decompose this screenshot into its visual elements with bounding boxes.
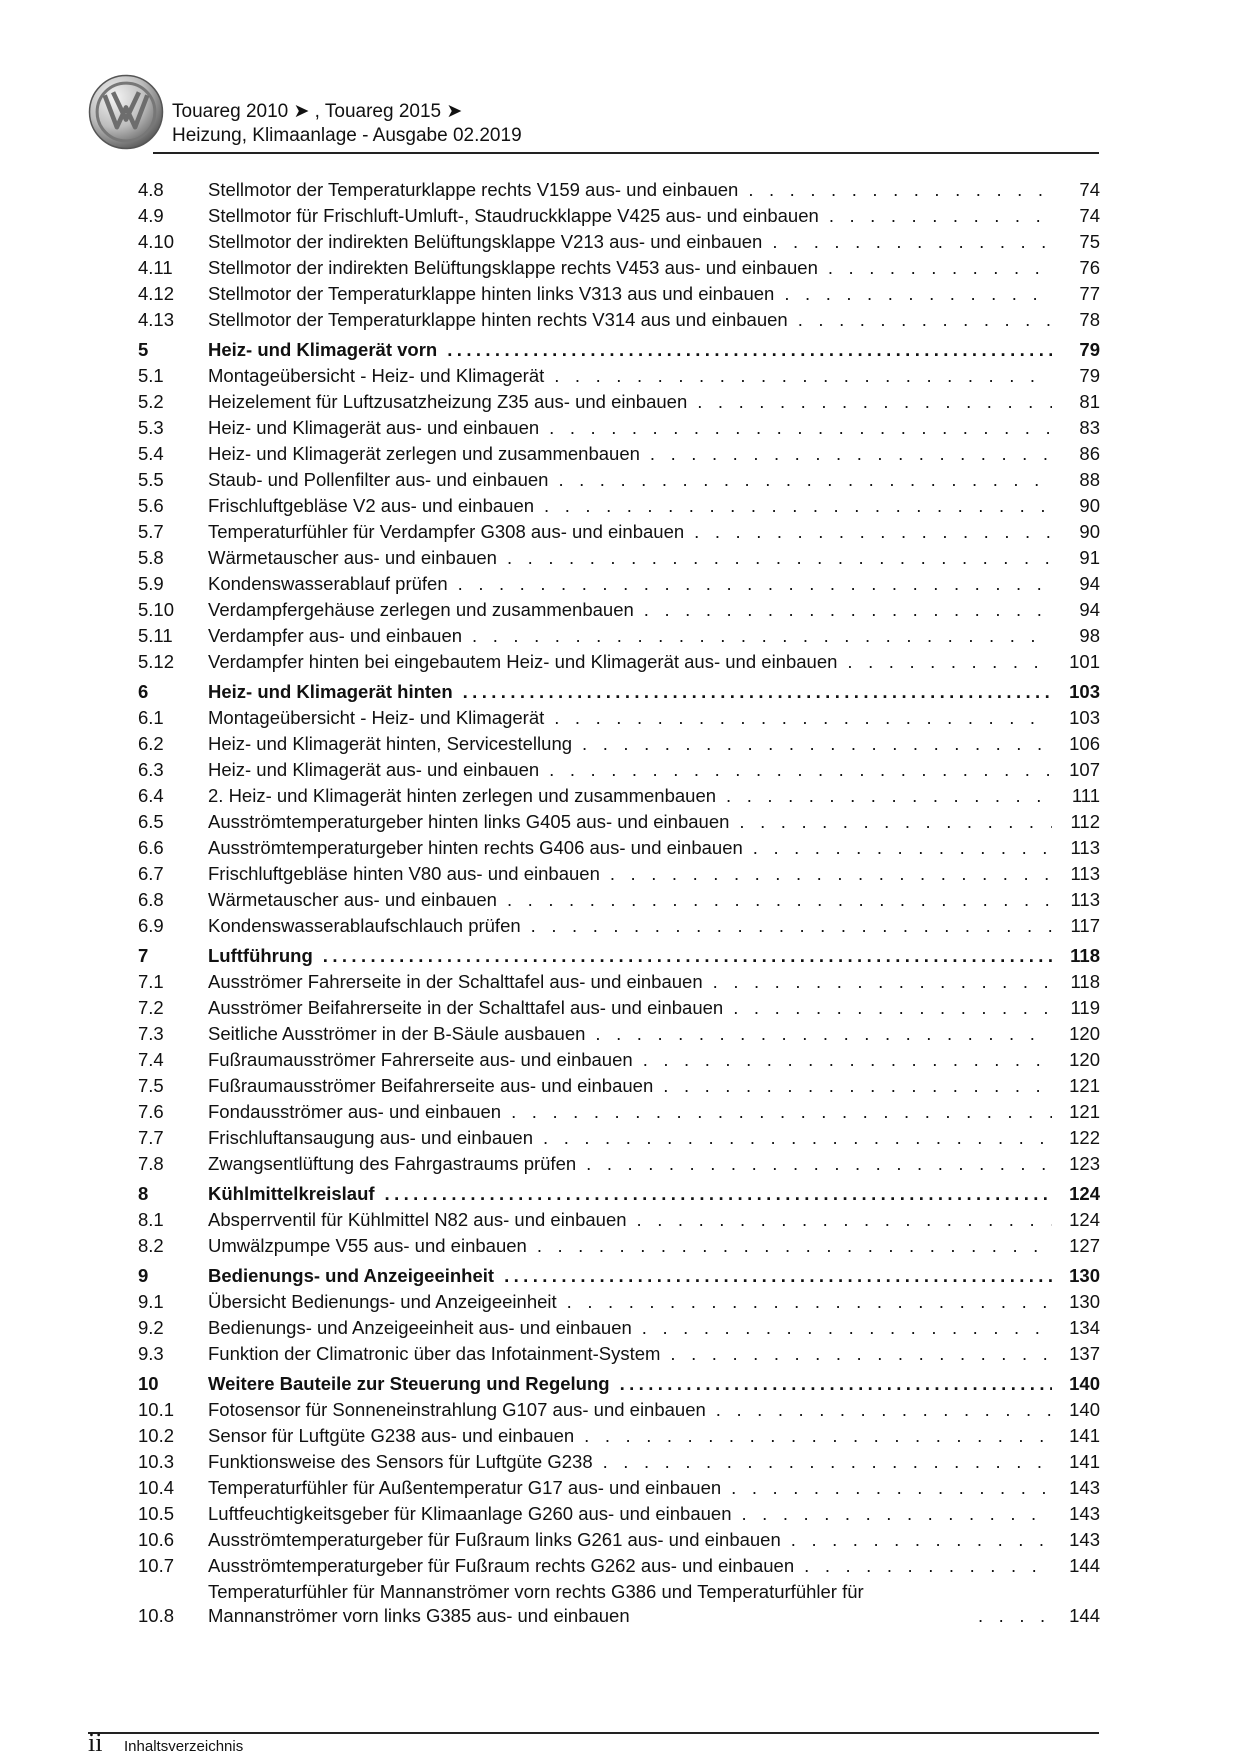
toc-entry-row[interactable] <box>138 1448 1100 1474</box>
toc-entry-number: 5.11 <box>138 625 173 646</box>
toc-entry-number: 7.1 <box>138 971 164 992</box>
toc-dot-leader <box>554 706 1052 730</box>
toc-entry-number: 9 <box>138 1265 149 1286</box>
toc-entry-number: 4.13 <box>138 309 175 330</box>
toc-dot-leader <box>643 1048 1052 1072</box>
toc-entry-title: Heiz- und Klimagerät zerlegen und zusammenbauen <box>208 443 640 464</box>
toc-entry-title: Funktionsweise des Sensors für Luftgüte G238 <box>208 1451 593 1472</box>
toc-entry-page: 76 <box>1079 257 1100 278</box>
toc-entry-title: Verdampfer hinten bei eingebautem Heiz- und Klimagerät aus- und einbauen <box>208 651 838 672</box>
toc-entry-row[interactable] <box>138 596 1100 622</box>
toc-entry-title: Sensor für Luftgüte G238 aus- und einbauen <box>208 1425 575 1446</box>
toc-entry-number: 6.6 <box>138 837 164 858</box>
toc-entry-title: Heiz- und Klimagerät hinten <box>208 681 453 702</box>
toc-entry-page: 141 <box>1069 1425 1100 1446</box>
toc-entry-title: Heiz- und Klimagerät hinten, Servicestellung <box>208 733 573 754</box>
toc-entry-number: 5.8 <box>138 547 164 568</box>
toc-entry-row[interactable] <box>138 518 1100 544</box>
toc-entry-row[interactable] <box>138 1314 1100 1340</box>
toc-entry-title: 2. Heiz- und Klimagerät hinten zerlegen und zusammenbauen <box>208 785 717 806</box>
toc-entry-page: 74 <box>1079 205 1100 226</box>
toc-entry-title: Ausströmtemperaturgeber hinten rechts G406 aus- und einbauen <box>208 837 743 858</box>
toc-entry-page: 143 <box>1069 1503 1100 1524</box>
toc-entry-page: 124 <box>1069 1183 1100 1204</box>
toc-entry-title: Frischluftgebläse hinten V80 aus- und einbauen <box>208 863 600 884</box>
toc-entry-page: 143 <box>1069 1477 1100 1498</box>
toc-entry-page: 94 <box>1079 599 1100 620</box>
toc-entry-page: 74 <box>1079 179 1100 200</box>
toc-dot-leader <box>739 810 1052 834</box>
toc-entry-number: 5.12 <box>138 651 175 672</box>
toc-entry-row[interactable] <box>138 254 1100 280</box>
toc-entry-row[interactable] <box>138 492 1100 518</box>
toc-entry-number: 5.5 <box>138 469 164 490</box>
toc-entry-row[interactable] <box>138 1396 1100 1422</box>
toc-entry-number: 4.11 <box>138 257 173 278</box>
toc-dot-leader <box>543 1126 1052 1150</box>
toc-entry-number: 6.9 <box>138 915 164 936</box>
toc-dot-leader <box>748 178 1052 202</box>
toc-entry-page: 140 <box>1069 1399 1100 1420</box>
toc-entry-page: 124 <box>1069 1209 1100 1230</box>
toc-entry-title: Ausströmer Fahrerseite in der Schalttafel aus- und einbauen <box>208 971 703 992</box>
toc-dot-leader <box>731 1476 1052 1500</box>
toc-dot-leader <box>978 1604 1052 1628</box>
toc-entry-page: 90 <box>1079 495 1100 516</box>
toc-entry-number: 5.3 <box>138 417 164 438</box>
toc-entry-row[interactable] <box>138 280 1100 306</box>
toc-entry-number: 6.1 <box>138 707 164 728</box>
toc-entry-title: Ausströmtemperaturgeber für Fußraum rechts G262 aus- und einbauen <box>208 1555 795 1576</box>
toc-entry-title: Ausströmer Beifahrerseite in der Schalttafel aus- und einbauen <box>208 997 724 1018</box>
toc-dot-leader <box>784 282 1052 306</box>
toc-entry-title: Kühlmittelkreislauf <box>208 1183 375 1204</box>
toc-entry-row[interactable] <box>138 1206 1100 1232</box>
toc-dot-leader <box>753 836 1052 860</box>
toc-entry-page: 113 <box>1070 889 1100 910</box>
toc-entry-number: 9.3 <box>138 1343 164 1364</box>
toc-entry-page: 141 <box>1069 1451 1100 1472</box>
toc-entry-page: 91 <box>1079 547 1100 568</box>
toc-entry-page: 113 <box>1070 837 1100 858</box>
toc-entry-page: 117 <box>1070 915 1100 936</box>
toc-entry-title: Ausströmtemperaturgeber hinten links G405 aus- und einbauen <box>208 811 730 832</box>
toc-entry-page: 122 <box>1069 1127 1100 1148</box>
toc-entry-number: 10.8 <box>138 1605 175 1626</box>
toc-entry-title: Zwangsentlüftung des Fahrgastraums prüfen <box>208 1153 577 1174</box>
toc-entry-title: Funktion der Climatronic über das Infotainment-System <box>208 1343 661 1364</box>
toc-entry-number: 5.10 <box>138 599 175 620</box>
toc-entry-title: Fotosensor für Sonneneinstrahlung G107 aus- und einbauen <box>208 1399 706 1420</box>
toc-entry-page: 107 <box>1069 759 1100 780</box>
toc-entry-page: 120 <box>1069 1049 1100 1070</box>
toc-entry-page: 86 <box>1079 443 1100 464</box>
toc-entry-page: 134 <box>1069 1317 1100 1338</box>
toc-entry-number: 5 <box>138 339 149 360</box>
toc-dot-leader <box>511 1100 1052 1124</box>
toc-entry-page: 143 <box>1069 1529 1100 1550</box>
toc-entry-page: 120 <box>1069 1023 1100 1044</box>
toc-chapter-row[interactable] <box>138 335 1100 362</box>
toc-entry-page: 79 <box>1079 339 1100 360</box>
toc-chapter-row[interactable] <box>138 1369 1100 1396</box>
toc-entry-number: 10.2 <box>138 1425 175 1446</box>
toc-entry-number: 9.2 <box>138 1317 164 1338</box>
toc-entry-page: 101 <box>1069 651 1100 672</box>
toc-entry-row[interactable] <box>138 704 1100 730</box>
toc-dot-leader <box>670 1342 1052 1366</box>
toc-dot-leader <box>791 1528 1052 1552</box>
toc-entry-row[interactable] <box>138 730 1100 756</box>
toc-chapter-row[interactable] <box>138 1179 1100 1206</box>
header-title-models: Touareg 2010 ➤ , Touareg 2015 ➤ <box>172 101 463 122</box>
toc-dot-leader <box>650 442 1052 466</box>
toc-entry-number: 5.1 <box>138 365 164 386</box>
toc-entry-title: Staub- und Pollenfilter aus- und einbauen <box>208 469 549 490</box>
toc-entry-title: Übersicht Bedienungs- und Anzeigeeinheit <box>208 1291 557 1312</box>
header-title-subject: Heizung, Klimaanlage - Ausgabe 02.2019 <box>172 125 522 146</box>
toc-entry-row[interactable] <box>138 1020 1100 1046</box>
toc-dot-leader <box>772 230 1052 254</box>
toc-entry-number: 5.9 <box>138 573 164 594</box>
toc-entry-page: 140 <box>1069 1373 1100 1394</box>
toc-dot-leader <box>603 1450 1052 1474</box>
toc-entry-row[interactable] <box>138 860 1100 886</box>
toc-entry-title: Bedienungs- und Anzeigeeinheit <box>208 1265 495 1286</box>
toc-entry-number: 5.4 <box>138 443 164 464</box>
toc-entry-page: 130 <box>1069 1291 1100 1312</box>
toc-entry-row[interactable] <box>138 466 1100 492</box>
toc-entry-number: 8 <box>138 1183 149 1204</box>
toc-entry-number: 10.6 <box>138 1529 175 1550</box>
toc-entry-row[interactable] <box>138 1340 1100 1366</box>
toc-dot-leader <box>694 520 1052 544</box>
toc-entry-row[interactable] <box>138 808 1100 834</box>
toc-entry-page: 127 <box>1069 1235 1100 1256</box>
toc-entry-number: 6.8 <box>138 889 164 910</box>
toc-entry-number: 8.1 <box>138 1209 164 1230</box>
toc-entry-number: 7.5 <box>138 1075 164 1096</box>
toc-entry-number: 6 <box>138 681 149 702</box>
toc-entry-row[interactable] <box>138 1232 1100 1258</box>
toc-entry-number: 6.5 <box>138 811 164 832</box>
toc-entry-row[interactable] <box>138 1474 1100 1500</box>
toc-entry-row[interactable] <box>138 1578 1100 1628</box>
vw-logo-icon <box>88 74 164 150</box>
toc-entry-number: 7.3 <box>138 1023 164 1044</box>
toc-entry-row[interactable] <box>138 782 1100 808</box>
toc-entry-row[interactable] <box>138 570 1100 596</box>
toc-entry-page: 90 <box>1079 521 1100 542</box>
toc-entry-title: Absperrventil für Kühlmittel N82 aus- und einbauen <box>208 1209 627 1230</box>
toc-entry-row[interactable] <box>138 886 1100 912</box>
toc-entry-number: 6.7 <box>138 863 164 884</box>
toc-entry-number: 7.4 <box>138 1049 164 1070</box>
toc-entry-row[interactable] <box>138 1552 1100 1578</box>
toc-entry-title: Montageübersicht - Heiz- und Klimagerät <box>208 365 545 386</box>
toc-entry-number: 4.12 <box>138 283 175 304</box>
toc-dot-leader <box>507 888 1052 912</box>
toc-entry-number: 7.8 <box>138 1153 164 1174</box>
toc-entry-row[interactable] <box>138 912 1100 938</box>
toc-entry-page: 112 <box>1070 811 1100 832</box>
toc-dot-leader <box>531 914 1052 938</box>
toc-dot-leader <box>582 732 1052 756</box>
toc-entry-row[interactable] <box>138 1500 1100 1526</box>
toc-entry-number: 5.6 <box>138 495 164 516</box>
footer-page-number: ii <box>88 1728 103 1757</box>
toc-entry-title: Montageübersicht - Heiz- und Klimagerät <box>208 707 545 728</box>
toc-entry-row[interactable] <box>138 1046 1100 1072</box>
toc-dot-leader <box>847 650 1052 674</box>
toc-entry-number: 9.1 <box>138 1291 164 1312</box>
toc-chapter-row[interactable] <box>138 677 1100 704</box>
toc-entry-page: 94 <box>1079 573 1100 594</box>
toc-dot-leader <box>637 1208 1052 1232</box>
toc-entry-number: 6.3 <box>138 759 164 780</box>
toc-dot-leader <box>742 1502 1053 1526</box>
toc-dot-leader <box>549 416 1052 440</box>
toc-entry-row[interactable] <box>138 1098 1100 1124</box>
toc-entry-page: 144 <box>1069 1555 1100 1576</box>
toc-chapter-row[interactable] <box>138 1261 1100 1288</box>
toc-entry-row[interactable] <box>138 834 1100 860</box>
toc-dot-leader <box>567 1290 1052 1314</box>
header-divider <box>153 152 1099 154</box>
toc-entry-row[interactable] <box>138 756 1100 782</box>
toc-entry-page: 88 <box>1079 469 1100 490</box>
toc-dot-leader <box>549 758 1052 782</box>
toc-entry-page: 130 <box>1069 1265 1100 1286</box>
toc-dot-leader <box>584 1424 1052 1448</box>
toc-entry-title: Ausströmtemperaturgeber für Fußraum links G261 aus- und einbauen <box>208 1529 781 1550</box>
toc-entry-title: Stellmotor der Temperaturklappe hinten rechts V314 aus und einbauen <box>208 309 788 330</box>
toc-entry-page: 121 <box>1069 1075 1100 1096</box>
toc-entry-page: 118 <box>1070 945 1100 966</box>
toc-entry-page: 118 <box>1070 971 1100 992</box>
toc-entry-page: 103 <box>1069 681 1100 702</box>
toc-entry-row[interactable] <box>138 228 1100 254</box>
toc-entry-page: 79 <box>1079 365 1100 386</box>
toc-entry-page: 113 <box>1070 863 1100 884</box>
toc-entry-page: 123 <box>1069 1153 1100 1174</box>
toc-entry-row[interactable] <box>138 544 1100 570</box>
toc-entry-title: Heiz- und Klimagerät aus- und einbauen <box>208 759 540 780</box>
toc-entry-page: 78 <box>1079 309 1100 330</box>
toc-dot-leader <box>558 468 1052 492</box>
toc-entry-title: Luftführung <box>208 945 313 966</box>
toc-entry-title: Stellmotor der indirekten Belüftungsklappe V213 aus- und einbauen <box>208 231 763 252</box>
toc-entry-number: 4.10 <box>138 231 175 252</box>
toc-entry-row[interactable] <box>138 362 1100 388</box>
toc-dot-leader <box>804 1554 1052 1578</box>
toc-dot-leader <box>733 996 1052 1020</box>
toc-entry-title: Temperaturfühler für Mannanströmer vorn rechts G386 und Temperaturfühler für Mannanströmer vorn links G385 aus- und einbauen <box>208 1581 864 1626</box>
toc-dot-leader <box>554 364 1052 388</box>
toc-entry-title: Wärmetauscher aus- und einbauen <box>208 547 497 568</box>
toc-dot-leader <box>798 308 1052 332</box>
toc-entry-title: Kondenswasserablauf prüfen <box>208 573 448 594</box>
toc-entry-title: Umwälzpumpe V55 aus- und einbauen <box>208 1235 527 1256</box>
toc-entry-page: 83 <box>1079 417 1100 438</box>
toc-entry-number: 5.7 <box>138 521 164 542</box>
toc-dot-leader <box>504 1264 1052 1288</box>
toc-entry-row[interactable] <box>138 1526 1100 1552</box>
toc-dot-leader <box>595 1022 1052 1046</box>
toc-dot-leader <box>716 1398 1052 1422</box>
toc-entry-title: Heiz- und Klimagerät vorn <box>208 339 438 360</box>
toc-dot-leader <box>663 1074 1052 1098</box>
toc-entry-row[interactable] <box>138 1150 1100 1176</box>
toc-entry-row[interactable] <box>138 968 1100 994</box>
toc-entry-number: 10.7 <box>138 1555 175 1576</box>
footer-divider <box>88 1732 1099 1734</box>
toc-entry-row[interactable] <box>138 176 1100 202</box>
toc-chapter-row[interactable] <box>138 941 1100 968</box>
toc-dot-leader <box>644 598 1052 622</box>
toc-entry-row[interactable] <box>138 202 1100 228</box>
toc-entry-page: 75 <box>1079 231 1100 252</box>
toc-entry-number: 10.3 <box>138 1451 175 1472</box>
toc-entry-row[interactable] <box>138 1288 1100 1314</box>
toc-entry-number: 5.2 <box>138 391 164 412</box>
toc-entry-row[interactable] <box>138 1422 1100 1448</box>
toc-entry-row[interactable] <box>138 414 1100 440</box>
toc-dot-leader <box>447 338 1052 362</box>
toc-entry-title: Verdampfer aus- und einbauen <box>208 625 463 646</box>
toc-entry-title: Bedienungs- und Anzeigeeinheit aus- und einbauen <box>208 1317 632 1338</box>
toc-entry-number: 10.4 <box>138 1477 175 1498</box>
toc-entry-page: 98 <box>1079 625 1100 646</box>
toc-entry-title: Weitere Bauteile zur Steuerung und Regelung <box>208 1373 610 1394</box>
toc-dot-leader <box>544 494 1052 518</box>
toc-entry-page: 103 <box>1069 707 1100 728</box>
toc-dot-leader <box>537 1234 1052 1258</box>
toc-entry-number: 7.6 <box>138 1101 164 1122</box>
toc-dot-leader <box>726 784 1052 808</box>
toc-entry-title: Verdampfergehäuse zerlegen und zusammenbauen <box>208 599 634 620</box>
toc-entry-title: Stellmotor der Temperaturklappe rechts V159 aus- und einbauen <box>208 179 739 200</box>
toc-dot-leader <box>828 256 1052 280</box>
toc-entry-title: Stellmotor für Frischluft-Umluft-, Staudruckklappe V425 aus- und einbauen <box>208 205 819 226</box>
toc-entry-row[interactable] <box>138 1124 1100 1150</box>
toc-dot-leader <box>697 390 1052 414</box>
toc-entry-title: Stellmotor der Temperaturklappe hinten links V313 aus und einbauen <box>208 283 775 304</box>
toc-entry-page: 81 <box>1079 391 1100 412</box>
toc-dot-leader <box>458 572 1052 596</box>
toc-entry-row[interactable] <box>138 440 1100 466</box>
toc-entry-title: Wärmetauscher aus- und einbauen <box>208 889 497 910</box>
toc-dot-leader <box>713 970 1052 994</box>
toc-dot-leader <box>463 680 1052 704</box>
toc-entry-title: Fußraumausströmer Fahrerseite aus- und einbauen <box>208 1049 633 1070</box>
toc-entry-number: 4.8 <box>138 179 164 200</box>
toc-entry-number: 7 <box>138 945 149 966</box>
toc-entry-title: Frischluftgebläse V2 aus- und einbauen <box>208 495 535 516</box>
toc-entry-row[interactable] <box>138 994 1100 1020</box>
toc-entry-number: 10.5 <box>138 1503 175 1524</box>
document-header <box>172 100 522 148</box>
toc-entry-number: 10.1 <box>138 1399 175 1420</box>
toc-dot-leader <box>472 624 1052 648</box>
toc-dot-leader <box>610 862 1052 886</box>
toc-entry-row[interactable] <box>138 1072 1100 1098</box>
toc-entry-title: Kondenswasserablaufschlauch prüfen <box>208 915 521 936</box>
toc-entry-title: Temperaturfühler für Außentemperatur G17 aus- und einbauen <box>208 1477 722 1498</box>
toc-entry-row[interactable] <box>138 648 1100 674</box>
footer-section-name: Inhaltsverzeichnis <box>124 1738 244 1755</box>
toc-entry-row[interactable] <box>138 622 1100 648</box>
toc-entry-page: 121 <box>1069 1101 1100 1122</box>
toc-entry-number: 4.9 <box>138 205 164 226</box>
toc-dot-leader <box>385 1182 1052 1206</box>
table-of-contents <box>138 176 1100 1628</box>
toc-dot-leader <box>323 944 1052 968</box>
toc-entry-row[interactable] <box>138 306 1100 332</box>
toc-entry-title: Stellmotor der indirekten Belüftungsklappe rechts V453 aus- und einbauen <box>208 257 818 278</box>
toc-entry-number: 7.7 <box>138 1127 164 1148</box>
toc-entry-number: 6.4 <box>138 785 164 806</box>
toc-entry-title: Heiz- und Klimagerät aus- und einbauen <box>208 417 540 438</box>
toc-entry-title: Seitliche Ausströmer in der B-Säule ausbauen <box>208 1023 586 1044</box>
toc-entry-title: Fußraumausströmer Beifahrerseite aus- und einbauen <box>208 1075 654 1096</box>
toc-entry-page: 144 <box>1069 1605 1100 1626</box>
toc-entry-number: 10 <box>138 1373 159 1394</box>
toc-entry-title: Luftfeuchtigkeitsgeber für Klimaanlage G260 aus- und einbauen <box>208 1503 732 1524</box>
toc-entry-number: 8.2 <box>138 1235 164 1256</box>
toc-entry-page: 77 <box>1079 283 1100 304</box>
toc-entry-title: Temperaturfühler für Verdampfer G308 aus- und einbauen <box>208 521 685 542</box>
toc-entry-page: 119 <box>1070 997 1100 1018</box>
toc-entry-number: 6.2 <box>138 733 164 754</box>
toc-entry-title: Fondausströmer aus- und einbauen <box>208 1101 502 1122</box>
toc-dot-leader <box>829 204 1052 228</box>
toc-dot-leader <box>620 1372 1052 1396</box>
toc-entry-page: 106 <box>1069 733 1100 754</box>
toc-dot-leader <box>642 1316 1052 1340</box>
toc-entry-title: Heizelement für Luftzusatzheizung Z35 aus- und einbauen <box>208 391 688 412</box>
toc-entry-row[interactable] <box>138 388 1100 414</box>
toc-entry-title: Frischluftansaugung aus- und einbauen <box>208 1127 534 1148</box>
toc-dot-leader <box>507 546 1052 570</box>
toc-entry-page: 137 <box>1069 1343 1100 1364</box>
toc-dot-leader <box>586 1152 1052 1176</box>
toc-entry-page: 111 <box>1071 785 1100 806</box>
toc-entry-number: 7.2 <box>138 997 164 1018</box>
